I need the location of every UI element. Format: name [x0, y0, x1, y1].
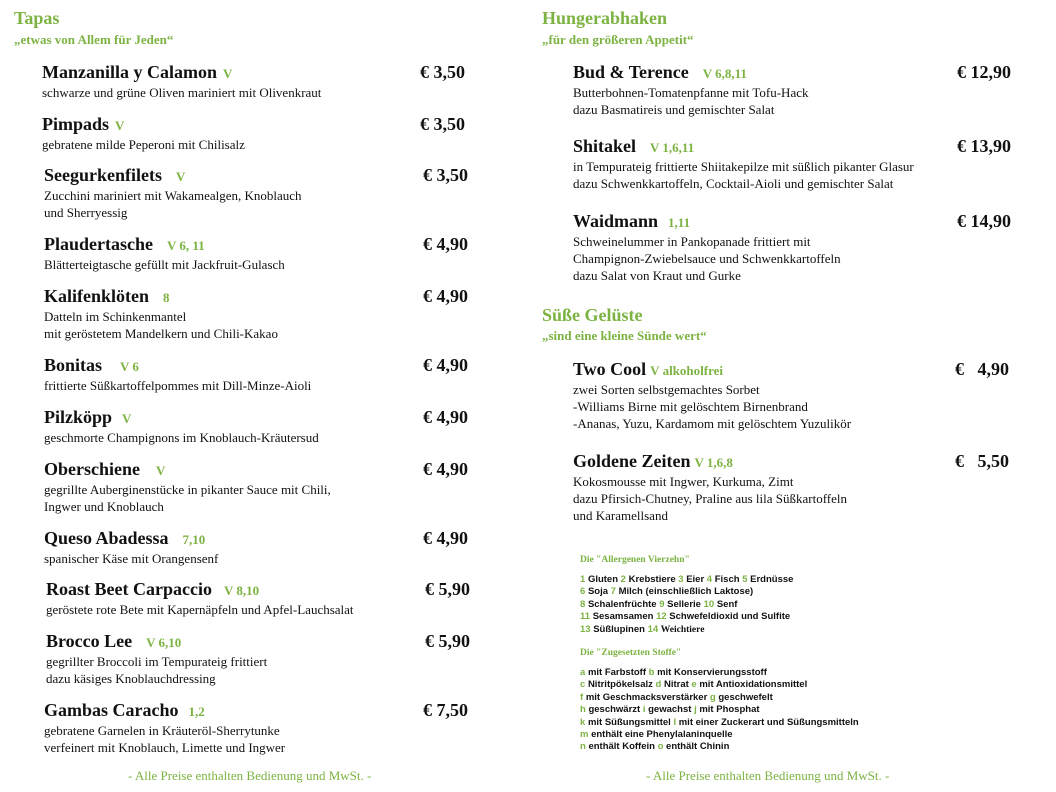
item-description: frittierte Süßkartoffelpommes mit Dill-Minze-Aioli: [44, 378, 312, 393]
item-description: gebratene milde Peperoni mit Chilisalz: [42, 137, 245, 152]
item-description: dazu Schwenkkartoffeln, Cocktail-Aioli und gemischter Salat: [573, 176, 894, 191]
legend-key: 4: [706, 574, 713, 585]
item-price: € 4,90: [423, 407, 468, 427]
legend-key: d: [655, 679, 662, 691]
allergen-tag: V 6,10: [146, 635, 182, 650]
hungerabhaken-subtitle: „für den größeren Appetit“: [542, 32, 694, 47]
item-description: -Ananas, Yuzu, Kardamom mit gelöschtem Yuzulikör: [573, 416, 852, 431]
item-price: € 3,50: [420, 62, 465, 82]
item-name: Pimpads: [42, 114, 110, 134]
allergen-tag: V 8,10: [223, 583, 260, 598]
item-description: Datteln im Schinkenmantel: [44, 309, 187, 324]
item-description: gebratene Garnelen in Kräuteröl-Sherrytunke: [44, 723, 280, 738]
menu-item: [44, 700, 285, 756]
menu-item: [573, 211, 841, 284]
legend-text: Senf: [716, 598, 738, 610]
suesse-geluste-subtitle: „sind eine kleine Sünde wert“: [542, 328, 707, 343]
item-price: € 4,90: [423, 355, 468, 375]
allergen-tag: V 6, 11: [166, 238, 205, 253]
item-name: Goldene Zeiten: [573, 451, 691, 471]
menu-item: [44, 528, 218, 567]
item-description: Blätterteigtasche gefüllt mit Jackfruit-Gulasch: [44, 257, 285, 272]
legend-text: mit Phosphat: [699, 704, 760, 716]
allergen-tag: 1,2: [188, 704, 205, 719]
item-price: € 13,90: [957, 136, 1011, 156]
legend-text: Gluten: [587, 574, 619, 585]
legend-key: 7: [610, 586, 616, 598]
legend-row: [580, 586, 793, 598]
legend-text: enthält Koffein: [588, 741, 655, 753]
legend-key: h: [580, 704, 586, 716]
menu-item: [44, 407, 319, 446]
legend-key: 9: [659, 598, 665, 610]
legend-key: c: [580, 679, 586, 691]
legend-text: Nitrat: [663, 679, 689, 691]
legend-row: [580, 729, 859, 741]
price-footer-right: - Alle Preise enthalten Bedienung und MwSt. -: [646, 768, 890, 783]
item-name: Brocco Lee: [46, 631, 133, 651]
item-name: Waidmann: [573, 211, 659, 231]
tapas-title: Tapas: [14, 8, 60, 28]
legend-row: [580, 574, 793, 586]
menu-item: [44, 286, 278, 342]
item-name: Kalifenklöten: [44, 286, 150, 306]
allergen-tag: 8: [163, 290, 170, 305]
legend-text: Erdnüsse: [750, 574, 794, 585]
item-name: Seegurkenfilets: [44, 165, 162, 185]
allergen-legend: [580, 555, 793, 636]
menu-item: [44, 459, 331, 515]
item-price: € 12,90: [957, 62, 1011, 82]
menu-item: [44, 355, 311, 394]
item-description: spanischer Käse mit Orangensenf: [44, 551, 219, 566]
legend-key: 12: [656, 611, 667, 623]
legend-key: l: [673, 716, 677, 728]
item-price: € 7,50: [423, 700, 468, 720]
legend-row: [580, 692, 859, 704]
price-footer-left: - Alle Preise enthalten Bedienung und MwSt. -: [128, 768, 372, 783]
legend-text: geschwärzt: [588, 704, 641, 716]
legend-key: o: [657, 741, 664, 753]
item-price: € 4,90: [423, 528, 468, 548]
item-description: Ingwer und Knoblauch: [44, 499, 164, 514]
legend-text: Sesamsamen: [592, 611, 654, 623]
allergen-legend-title: Die "Allergenen Vierzehn": [580, 555, 690, 565]
legend-key: k: [580, 716, 586, 728]
item-description: dazu Basmatireis und gemischter Salat: [573, 102, 775, 117]
legend-text: mit Konservierungsstoff: [657, 667, 767, 678]
legend-key: j: [694, 704, 697, 716]
item-description: Champignon-Zwiebelsauce und Schwenkkartoffeln: [573, 251, 841, 266]
additives-legend: [580, 648, 859, 754]
item-description: Zucchini mariniert mit Wakamealgen, Knoblauch: [44, 188, 302, 203]
legend-key: a: [580, 667, 586, 678]
legend-text: Soja: [587, 586, 608, 598]
legend-text: Sellerie: [667, 598, 701, 610]
legend-row: [580, 611, 793, 623]
menu-item: [44, 234, 285, 273]
menu-item: [573, 359, 851, 432]
item-description: gegrillter Broccoli im Tempurateig frittiert: [46, 654, 268, 669]
allergen-tag: 7,10: [182, 532, 206, 547]
allergen-tag: V alkoholfrei: [650, 363, 724, 378]
item-description: in Tempurateig frittierte Shiitakepilze mit süßlich pikanter Glasur: [573, 159, 914, 174]
allergen-tag: V 6,8,11: [702, 66, 747, 81]
legend-key: 8: [580, 598, 586, 610]
legend-text: enthält eine Phenylalaninquelle: [591, 729, 733, 741]
menu-item: [46, 579, 354, 618]
legend-text: Schwefeldioxid und Sulfite: [669, 611, 791, 623]
legend-text: Süßlupinen: [593, 623, 645, 635]
legend-key: 10: [703, 598, 715, 610]
legend-key: 1: [580, 574, 586, 585]
legend-text: mit Geschmacksverstärker: [585, 691, 708, 703]
item-name: Bonitas: [44, 355, 103, 375]
legend-text: mit Farbstoff: [587, 667, 646, 678]
allergen-tag: V: [115, 118, 125, 133]
legend-text: enthält Chinin: [666, 741, 730, 753]
item-price: € 4,90: [423, 286, 468, 306]
legend-text: mit Antioxidationsmittel: [699, 679, 808, 691]
legend-key: n: [580, 741, 586, 753]
item-description: gegrillte Auberginenstücke in pikanter Sauce mit Chili,: [44, 482, 331, 497]
item-description: schwarze und grüne Oliven mariniert mit Olivenkraut: [42, 85, 322, 100]
legend-text: mit Süßungsmittel: [587, 716, 671, 728]
menu-item: [573, 136, 914, 192]
legend-row: [580, 599, 793, 611]
item-description: -Williams Birne mit gelöschtem Birnenbrand: [573, 399, 808, 414]
legend-key: 3: [678, 574, 684, 585]
legend-text: geschwefelt: [718, 691, 773, 703]
legend-text: gewachst: [648, 704, 692, 716]
legend-text: Fisch: [714, 574, 740, 585]
allergen-tag: V 1,6,11: [650, 140, 695, 155]
menu-item: [573, 451, 847, 524]
item-description: dazu Pfirsich-Chutney, Praline aus lila Süßkartoffeln: [573, 491, 848, 506]
item-description: zwei Sorten selbstgemachtes Sorbet: [573, 382, 760, 397]
legend-key: 2: [620, 574, 626, 585]
allergen-tag: V: [223, 66, 233, 81]
item-price: € 5,90: [425, 631, 470, 651]
item-price: € 14,90: [957, 211, 1011, 231]
legend-key: f: [580, 691, 584, 703]
allergen-tag: 1,11: [668, 215, 691, 230]
legend-key: 6: [580, 586, 586, 598]
legend-key: 13: [580, 623, 591, 635]
menu-item: [46, 631, 267, 687]
legend-text: Schalenfrüchte: [587, 598, 657, 610]
item-description: und Sherryessig: [44, 205, 128, 220]
allergen-tag: V 1,6,8: [694, 455, 733, 470]
allergen-tag: V 6: [120, 359, 139, 374]
menu-item: [573, 62, 808, 118]
legend-row: [580, 741, 859, 753]
item-description: dazu Salat von Kraut und Gurke: [573, 268, 741, 283]
legend-key: 5: [742, 574, 748, 585]
item-description: geschmorte Champignons im Knoblauch-Kräutersud: [44, 430, 319, 445]
item-description: Schweinelummer in Pankopanade frittiert mit: [573, 234, 811, 249]
legend-row: [580, 624, 793, 636]
allergen-tag: V: [122, 411, 132, 426]
legend-row: [580, 717, 859, 729]
additives-legend-title: Die "Zugesetzten Stoffe": [580, 648, 682, 658]
item-name: Gambas Caracho: [44, 700, 179, 720]
legend-key: b: [648, 667, 655, 678]
legend-text: Milch (einschließlich Laktose): [618, 586, 754, 598]
item-description: Kokosmousse mit Ingwer, Kurkuma, Zimt: [573, 474, 794, 489]
legend-text: Nitritpökelsalz: [587, 679, 653, 691]
item-name: Shitakel: [573, 136, 637, 156]
tapas-subtitle: „etwas von Allem für Jeden“: [14, 32, 174, 47]
legend-key: 11: [580, 611, 591, 623]
legend-key: e: [691, 679, 697, 691]
item-name: Oberschiene: [44, 459, 140, 479]
item-price: € 5,90: [425, 579, 470, 599]
legend-row: [580, 667, 859, 679]
item-price: € 3,50: [423, 165, 468, 185]
item-price: € 4,90: [423, 234, 468, 254]
menu-item: [44, 165, 302, 221]
legend-row: [580, 704, 859, 716]
item-description: geröstete rote Bete mit Kapernäpfeln und Apfel-Lauchsalat: [46, 602, 354, 617]
item-name: Queso Abadessa: [44, 528, 169, 548]
item-description: dazu käsiges Knoblauchdressing: [46, 671, 216, 686]
legend-text: mit einer Zuckerart und Süßungsmitteln: [678, 716, 859, 728]
item-price: € 4,90: [955, 359, 1009, 379]
legend-text: Weichtiere: [660, 624, 705, 635]
item-name: Plaudertasche: [44, 234, 153, 254]
item-description: verfeinert mit Knoblauch, Limette und Ingwer: [44, 740, 286, 755]
item-price: € 3,50: [420, 114, 465, 134]
suesse-geluste-title: Süße Gelüste: [542, 305, 643, 325]
legend-text: Eier: [686, 574, 705, 585]
legend-key: m: [580, 729, 589, 741]
item-name: Two Cool: [573, 359, 647, 379]
legend-key: g: [709, 691, 716, 703]
item-price: € 4,90: [423, 459, 468, 479]
item-name: Manzanilla y Calamon: [42, 62, 218, 82]
legend-key: 14: [647, 623, 659, 635]
item-description: mit geröstetem Mandelkern und Chili-Kakao: [44, 326, 278, 341]
item-description: Butterbohnen-Tomatenpfanne mit Tofu-Hack: [573, 85, 809, 100]
legend-text: Krebstiere: [628, 574, 676, 585]
menu-item: [42, 114, 245, 153]
allergen-tag: V: [156, 463, 166, 478]
item-name: Pilzköpp: [44, 407, 113, 427]
item-name: Bud & Terence: [573, 62, 689, 82]
hungerabhaken-title: Hungerabhaken: [542, 8, 668, 28]
legend-row: [580, 679, 859, 691]
item-name: Roast Beet Carpaccio: [46, 579, 212, 599]
allergen-tag: V: [175, 169, 186, 184]
menu-item: [42, 62, 321, 101]
item-price: € 5,50: [955, 451, 1009, 471]
item-description: und Karamellsand: [573, 508, 668, 523]
legend-key: i: [642, 704, 646, 716]
